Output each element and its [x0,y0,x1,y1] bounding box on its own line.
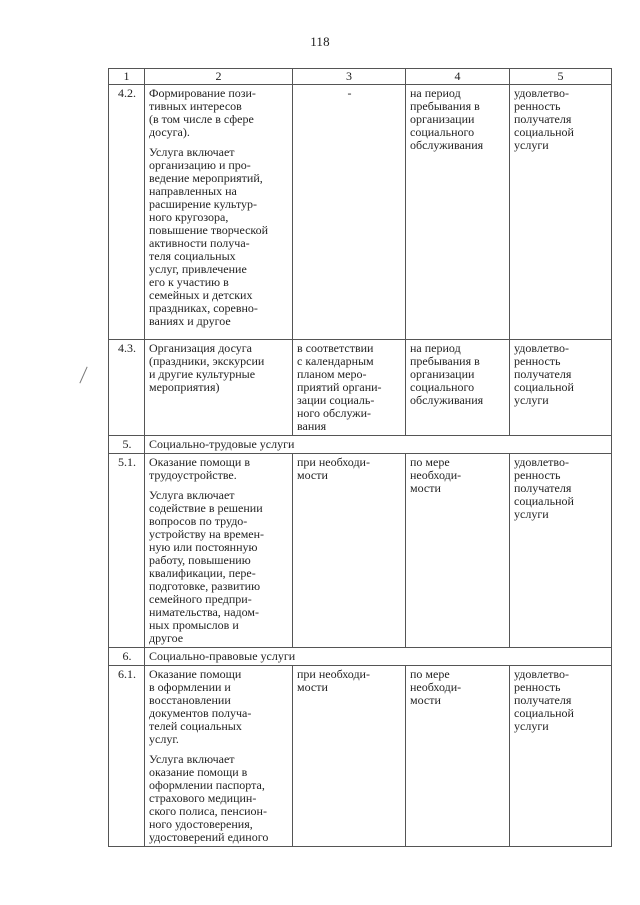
services-table [108,68,612,847]
section-title: Социально-правовые услуги [145,648,612,666]
service-title: Организация досуга (праздники, экскурсии и другие культурные мероприятия) [149,341,265,394]
service-details: Услуга включает содействие в решении вопросов по трудо- устройству на времен- ную или постоянную работу, повышению квалификации, пере- подготовке, развитию семейного предпри- нимательства, надом- ных промыслов и другое [149,488,265,645]
header-cell: 2 [145,69,293,85]
table-row [109,454,612,648]
service-description [145,666,293,847]
service-title: Формирование пози- тивных интересов (в том числе в сфере досуга). [149,86,256,139]
table-header-row [109,69,612,85]
service-period: по мере необходи- мости [406,666,510,847]
service-period: на период пребывания в организации социального обслуживания [406,340,510,436]
header-cell: 5 [510,69,612,85]
service-details: Услуга включает оказание помощи в оформлении паспорта, страхового медицин- ского полиса, пенсион- ного удостоверения, удостоверений единого [149,752,269,844]
service-schedule: при необходи- мости [293,666,406,847]
row-number: 4.3. [109,340,145,436]
section-number: 6. [109,648,145,666]
header-cell: 1 [109,69,145,85]
service-period: по мере необходи- мости [406,454,510,648]
service-description [145,85,293,340]
service-period: на период пребывания в организации социального обслуживания [406,85,510,340]
section-number: 5. [109,436,145,454]
service-title: Оказание помощи в оформлении и восстановлении документов получа- телей социальных услуг. [149,667,252,746]
service-details: Услуга включает организацию и про- ведение мероприятий, направленных на расширение культур- ного кругозора, повышение творческой активности получа- теля социальных услуг, привлечение его к участию в семейных и детских праздниках, соревно- ваниях и другое [149,145,269,328]
section-title: Социально-трудовые услуги [145,436,612,454]
service-criterion: удовлетво- ренность получателя социальной услуги [510,340,612,436]
row-number: 6.1. [109,666,145,847]
service-schedule: при необходи- мости [293,454,406,648]
header-cell: 4 [406,69,510,85]
page-number: 118 [310,34,330,49]
service-criterion: удовлетво- ренность получателя социальной услуги [510,85,612,340]
service-description [145,340,293,436]
table-row [109,340,612,436]
section-row [109,648,612,666]
table-row [109,666,612,847]
service-title: Оказание помощи в трудоустройстве. [149,455,250,482]
section-row [109,436,612,454]
scan-mark [79,367,87,384]
service-description [145,454,293,648]
row-number: 5.1. [109,454,145,648]
row-number: 4.2. [109,85,145,340]
service-schedule: - [293,85,406,340]
service-criterion: удовлетво- ренность получателя социальной услуги [510,666,612,847]
header-cell: 3 [293,69,406,85]
table-row [109,85,612,340]
service-schedule: в соответствии с календарным планом меро- приятий органи- зации социаль- ного обслужи- вания [293,340,406,436]
service-criterion: удовлетво- ренность получателя социальной услуги [510,454,612,648]
